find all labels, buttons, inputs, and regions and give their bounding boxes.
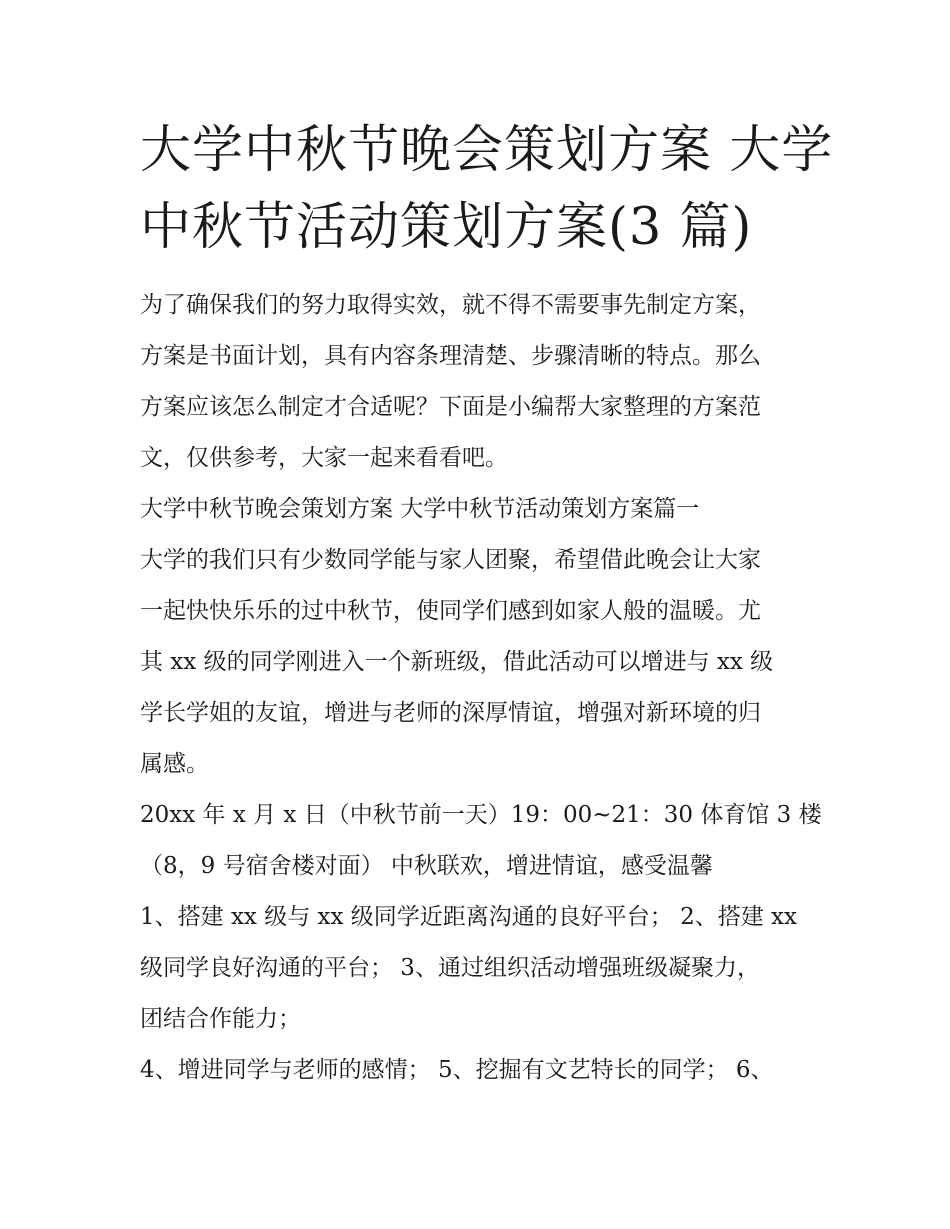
- text-line: 4、增进同学与老师的感情； 5、挖掘有文艺特长的同学； 6、: [140, 1057, 774, 1083]
- text-line: 其 xx 级的同学刚进入一个新班级，借此活动可以增进与 xx 级: [140, 649, 774, 675]
- paragraph-intro: [140, 280, 830, 484]
- text-line: 一起快快乐乐的过中秋节，使同学们感到如家人般的温暖。尤: [140, 598, 761, 624]
- document-body: [140, 280, 830, 1096]
- paragraph-time-place: [140, 790, 830, 892]
- title-line: 中秋节活动策划方案(3 篇): [140, 198, 753, 257]
- text-line: 方案是书面计划，具有内容条理清楚、步骤清晰的特点。那么: [140, 343, 761, 369]
- text-line: 1、搭建 xx 级与 xx 级同学近距离沟通的良好平台； 2、搭建 xx: [140, 904, 797, 930]
- section-heading: [140, 484, 830, 535]
- text-line: 20xx 年 x 月 x 日（中秋节前一天）19：00~21：30 体育馆 3 楼: [140, 802, 822, 828]
- title-line: 大学中秋节晚会策划方案 大学: [140, 121, 834, 180]
- paragraph-background: [140, 535, 830, 790]
- text-line: 团结合作能力；: [140, 1006, 301, 1032]
- paragraph-goals-continued: [140, 1045, 830, 1096]
- document-title: [140, 112, 834, 266]
- text-line: （8，9 号宿舍楼对面） 中秋联欢，增进情谊，感受温馨: [140, 853, 713, 879]
- text-line: 学长学姐的友谊，增进与老师的深厚情谊，增强对新环境的归: [140, 700, 761, 726]
- text-line: 属感。: [140, 751, 209, 777]
- text-line: 级同学良好沟通的平台； 3、通过组织活动增强班级凝聚力，: [140, 955, 760, 981]
- paragraph-goals: [140, 892, 830, 1045]
- text-line: 文，仅供参考，大家一起来看看吧。: [140, 445, 508, 471]
- text-line: 大学中秋节晚会策划方案 大学中秋节活动策划方案篇一: [140, 496, 700, 522]
- text-line: 为了确保我们的努力取得实效，就不得不需要事先制定方案，: [140, 292, 761, 318]
- text-line: 大学的我们只有少数同学能与家人团聚，希望借此晚会让大家: [140, 547, 761, 573]
- text-line: 方案应该怎么制定才合适呢？下面是小编帮大家整理的方案范: [140, 394, 761, 420]
